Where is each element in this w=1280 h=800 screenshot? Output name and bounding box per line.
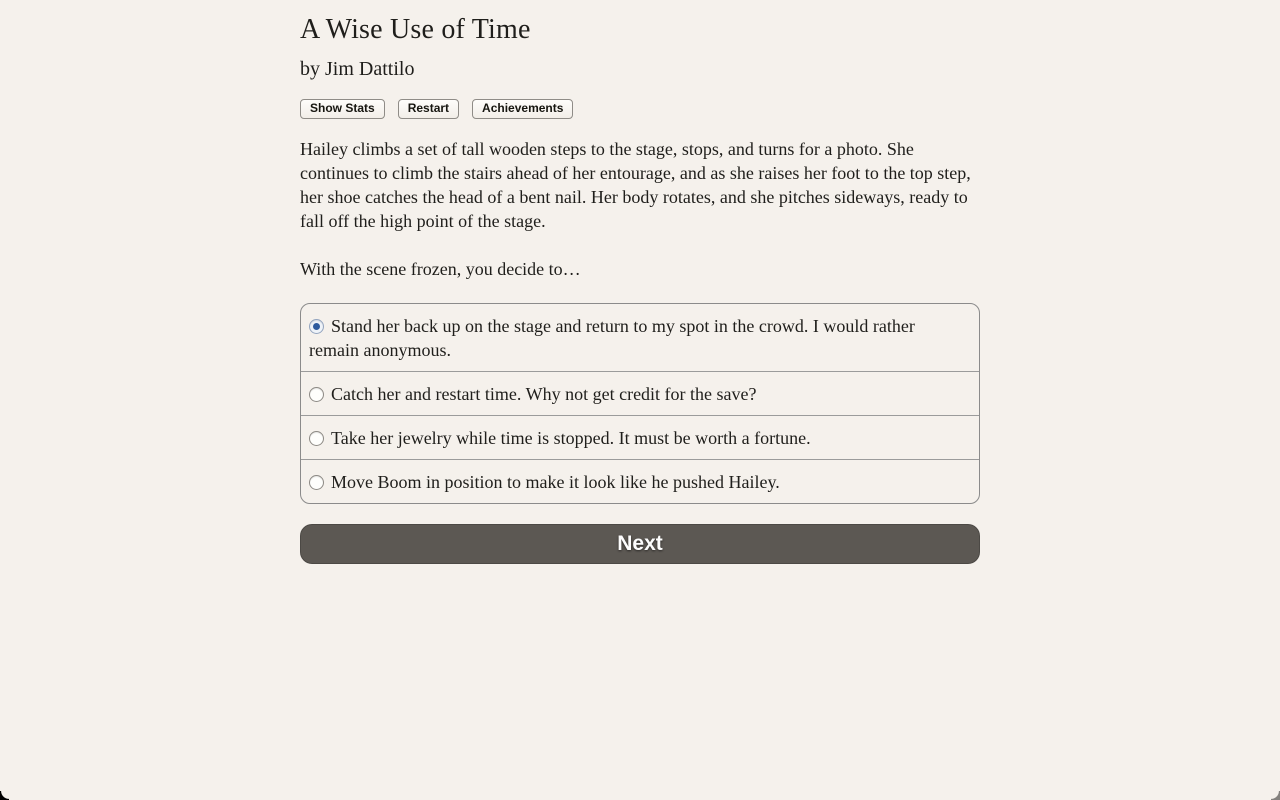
- achievements-button[interactable]: [472, 99, 573, 119]
- choice-radio[interactable]: [309, 387, 324, 402]
- choice-list: [300, 303, 980, 504]
- choice-option-4[interactable]: [301, 459, 979, 503]
- choice-option-3[interactable]: [301, 415, 979, 459]
- choice-radio[interactable]: [309, 319, 324, 334]
- show-stats-label: Show Stats: [310, 101, 375, 115]
- choice-label: Move Boom in position to make it look like he pushed Hailey.: [331, 472, 780, 492]
- choice-label: Stand her back up on the stage and return to my spot in the crowd. I would rather remain anonymous.: [309, 316, 915, 360]
- choice-label: Catch her and restart time. Why not get credit for the save?: [331, 384, 757, 404]
- story-paragraph: Hailey climbs a set of tall wooden steps to the stage, stops, and turns for a photo. She continues to climb the stairs ahead of her entourage, and as she raises her foot to the top step, her shoe catches the head of a bent nail. Her body rotates, and she pitches sideways, ready to fall off the high point of the stage.: [300, 139, 971, 231]
- story-prompt: With the scene frozen, you decide to…: [300, 259, 581, 279]
- screen-corner-artifact: [1271, 791, 1280, 800]
- choice-radio[interactable]: [309, 431, 324, 446]
- choice-label: Take her jewelry while time is stopped. It must be worth a fortune.: [331, 428, 811, 448]
- next-button[interactable]: Next: [300, 524, 980, 564]
- game-author: by Jim Dattilo: [300, 58, 415, 80]
- show-stats-button[interactable]: [300, 99, 385, 119]
- restart-label: Restart: [407, 101, 450, 115]
- game-title: A Wise Use of Time: [300, 14, 531, 45]
- choice-radio[interactable]: [309, 475, 324, 490]
- choice-option-2[interactable]: [301, 371, 979, 415]
- screen-corner-artifact: [0, 791, 9, 800]
- achievements-label: Achievements: [482, 101, 564, 115]
- game-page: [300, 0, 980, 564]
- toolbar: [300, 99, 980, 119]
- choice-option-1[interactable]: [301, 304, 979, 371]
- restart-button[interactable]: [398, 99, 459, 119]
